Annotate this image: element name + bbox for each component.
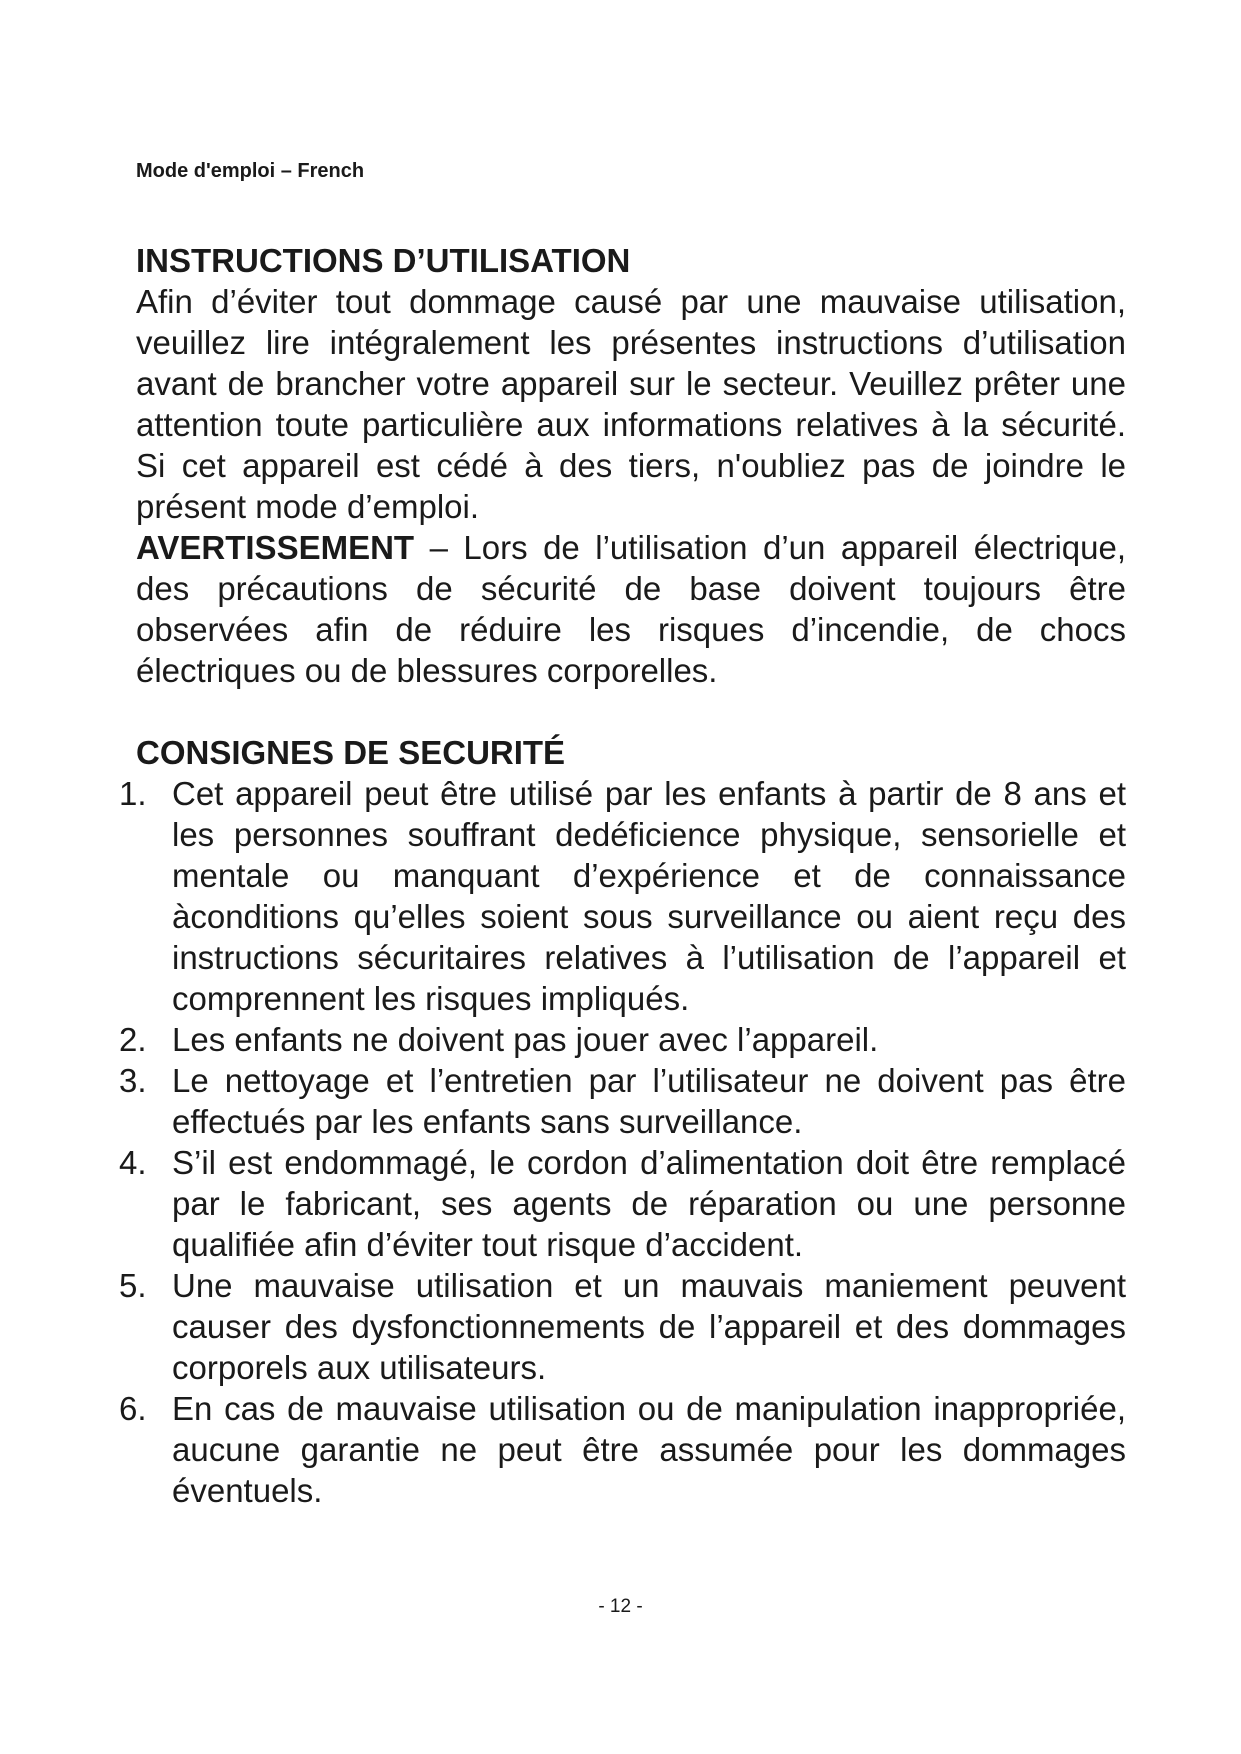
list-item-number: 4.	[119, 1144, 147, 1181]
page-number: - 12 -	[598, 1596, 643, 1617]
list-item-text: Cet appareil peut être utilisé par les enfants à partir de 8 ans et les personnes souffrant dedéficience physique, sensorielle et mentale ou manquant d’expérience et de connaissance àconditions qu’elles soient sous surveillance ou aient reçu des instructions sécuritaires relatives à l’utilisation de l’appareil et comprennent les risques impliqués.	[172, 775, 1126, 1017]
list-item-text: S’il est endommagé, le cordon d’alimentation doit être remplacé par le fabricant, ses agents de réparation ou une personne qualifiée afin d’éviter tout risque d’accident.	[172, 1144, 1126, 1263]
list-item-text: Les enfants ne doivent pas jouer avec l’appareil.	[172, 1021, 879, 1058]
instructions-intro: Afin d’éviter tout dommage causé par une mauvaise utilisation, veuillez lire intégralement les présentes instructions d’utilisation avant de brancher votre appareil sur le secteur. Veuillez prêter une attention toute particulière aux informations relatives à la sécurité. Si cet appareil est cédé à des tiers, n'oubliez pas de joindre le présent mode d’emploi.	[136, 283, 1126, 525]
document-content	[119, 240, 1126, 1511]
list-item-number: 2.	[119, 1021, 147, 1058]
list-item-text: Le nettoyage et l’entretien par l’utilisateur ne doivent pas être effectués par les enfants sans surveillance.	[172, 1062, 1126, 1140]
list-item	[119, 773, 1126, 1019]
safety-rules-list	[119, 773, 1126, 1511]
list-item-number: 5.	[119, 1267, 147, 1304]
warning-lead: AVERTISSEMENT	[136, 529, 415, 566]
list-item	[119, 1019, 1126, 1060]
safety-title: CONSIGNES DE SECURITÉ	[136, 734, 566, 771]
list-item-number: 3.	[119, 1062, 147, 1099]
warning-text: – Lors de l’utilisation d’un appareil électrique, des précautions de sécurité de base doivent toujours être observées afin de réduire les risques d’incendie, de chocs électriques ou de blessures corporelles.	[136, 529, 1126, 689]
list-item	[119, 1265, 1126, 1388]
list-item	[119, 1060, 1126, 1142]
warning-paragraph	[136, 527, 1126, 691]
list-item-text: En cas de mauvaise utilisation ou de manipulation inappropriée, aucune garantie ne peut être assumée pour les dommages éventuels.	[172, 1390, 1126, 1509]
list-item-text: Une mauvaise utilisation et un mauvais maniement peuvent causer des dysfonctionnements de l’appareil et des dommages corporels aux utilisateurs.	[172, 1267, 1126, 1386]
list-item-number: 1.	[119, 775, 147, 812]
list-item	[119, 1388, 1126, 1511]
list-item	[119, 1142, 1126, 1265]
instructions-title: INSTRUCTIONS D’UTILISATION	[136, 242, 631, 279]
document-language-label: Mode d'emploi – French	[136, 160, 365, 182]
list-item-number: 6.	[119, 1390, 147, 1427]
